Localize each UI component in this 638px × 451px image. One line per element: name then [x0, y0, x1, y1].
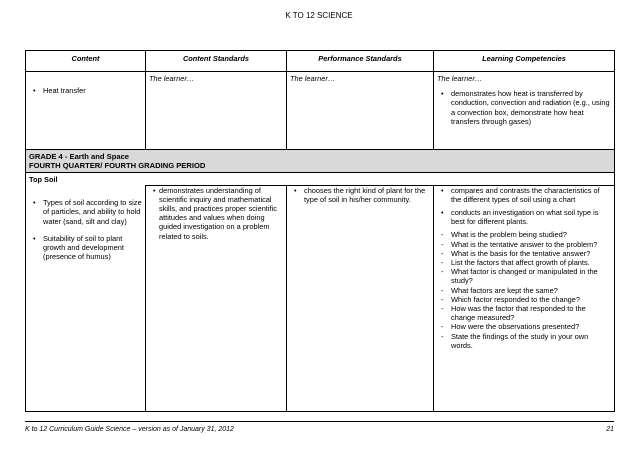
- cell-content-standards: [146, 185, 287, 411]
- cell-performance-standards: [287, 185, 434, 411]
- list-item: • Types of soil according to size of particles, and ability to hold water (sand, silt and clay): [29, 198, 142, 226]
- cell-learning-competencies: [434, 72, 615, 150]
- grade-title: GRADE 4 - Earth and Space: [29, 152, 130, 161]
- list-item: • chooses the right kind of plant for the type of soil in his/her community.: [290, 186, 430, 204]
- sub-list-item: - What factor is changed or manipulated in the study?: [437, 267, 611, 285]
- list-item: • Heat transfer: [29, 86, 142, 95]
- list-item: • Suitability of soil to plant growth and development (presence of humus): [29, 234, 142, 262]
- learner-intro: The learner…: [437, 74, 483, 83]
- topic-title: Top Soil: [29, 175, 58, 185]
- sub-list-item: - What is the tentative answer to the problem?: [437, 240, 611, 249]
- table-row: [26, 173, 615, 185]
- cell-content: [26, 185, 146, 411]
- cell-learning-competencies: [434, 185, 615, 411]
- section-heading: [26, 150, 615, 173]
- footer-text: K to 12 Curriculum Guide Science – version as of January 31, 2012: [25, 426, 234, 433]
- curriculum-table: [25, 50, 615, 412]
- page-number: 21: [606, 426, 614, 433]
- cell-content: [26, 72, 146, 150]
- sub-list-item: - What factors are kept the same?: [437, 286, 611, 295]
- page-footer: [25, 426, 614, 433]
- sub-list-item: - Which factor responded to the change?: [437, 295, 611, 304]
- table-row: [26, 72, 615, 150]
- column-header-content-standards: Content Standards: [146, 51, 287, 72]
- column-header-performance-standards: Performance Standards: [287, 51, 434, 72]
- column-header-learning-competencies: Learning Competencies: [434, 51, 615, 72]
- sub-list-item: - How were the observations presented?: [437, 322, 611, 331]
- table-header-row: [26, 51, 615, 72]
- cell-content-standards: The learner…: [146, 72, 287, 150]
- list-item: • compares and contrasts the characteristics of the different types of soil using a chart: [437, 186, 611, 204]
- sub-list-item: - State the findings of the study in your own words.: [437, 332, 611, 350]
- cell-performance-standards: The learner…: [287, 72, 434, 150]
- sub-list-item: - What is the basis for the tentative answer?: [437, 249, 611, 258]
- list-item: • demonstrates understanding of scientific inquiry and mathematical skills, and practices proper scientific attitudes and values when doing guided investigation on a problem related to soils.: [149, 186, 283, 241]
- page-header-title: K TO 12 SCIENCE: [285, 11, 353, 20]
- sub-list-item: - What is the problem being studied?: [437, 230, 611, 239]
- footer-rule: [25, 421, 614, 422]
- list-item: • conducts an investigation on what soil type is best for different plants.: [437, 208, 611, 226]
- sub-list-item: - How was the factor that responded to the change measured?: [437, 304, 611, 322]
- section-row: [26, 150, 615, 173]
- quarter-title: FOURTH QUARTER/ FOURTH GRADING PERIOD: [29, 161, 206, 171]
- table-row: [26, 185, 615, 411]
- column-header-content: Content: [26, 51, 146, 72]
- topic-cell: [26, 173, 615, 185]
- sub-list-item: - List the factors that affect growth of plants.: [437, 258, 611, 267]
- list-item: • demonstrates how heat is transferred by conduction, convection and radiation (e.g., using a convection box, demonstrate how heat transfers through gases): [437, 89, 611, 126]
